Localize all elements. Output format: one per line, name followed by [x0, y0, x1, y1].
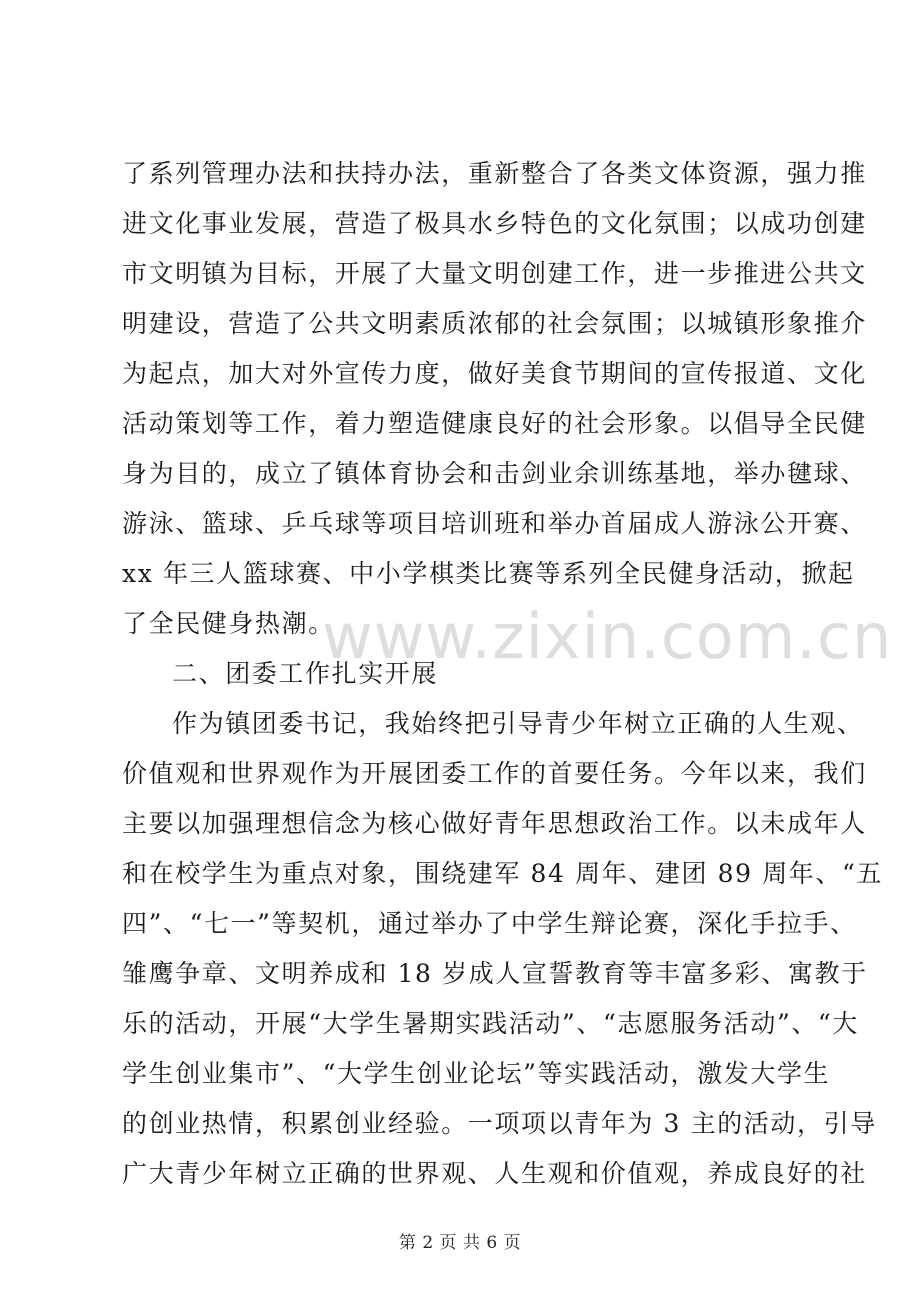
watermark: www.zixin.com.cn [322, 600, 893, 673]
body-text-line: 了全民健身热潮。 [122, 609, 335, 638]
page-footer: 第 2 页 共 6 页 [398, 1233, 522, 1253]
body-text-line: 价值观和世界观作为开展团委工作的首要任务。今年以来，我们 [122, 759, 867, 788]
body-text-line: 活动策划等工作，着力塑造健康良好的社会形象。以倡导全民健 [122, 409, 867, 438]
body-text-line: 市文明镇为目标，开展了大量文明创建工作，进一步推进公共文 [122, 259, 867, 288]
body-text-line: 游泳、篮球、乒乓球等项目培训班和举办首届成人游泳公开赛、 [122, 509, 867, 538]
body-text-line: 为起点，加大对外宣传力度，做好美食节期间的宣传报道、文化 [122, 359, 867, 388]
body-text-line: 作为镇团委书记，我始终把引导青少年树立正确的人生观、 [172, 709, 864, 738]
section-heading: 二、团委工作扎实开展 [172, 659, 439, 688]
body-text-line: 学生创业集市”、“大学生创业论坛”等实践活动，激发大学生 [122, 1059, 831, 1088]
body-text-line: 雏鹰争章、文明养成和 18 岁成人宣誓教育等丰富多彩、寓教于 [122, 959, 868, 988]
body-text-line: 乐的活动，开展“大学生暑期实践活动”、“志愿服务活动”、“大 [122, 1009, 859, 1038]
body-text-line: 进文化事业发展，营造了极具水乡特色的文化氛围；以成功创建 [122, 209, 867, 238]
body-text-line: 四”、“七一”等契机，通过举办了中学生辩论赛，深化手拉手、 [122, 909, 857, 938]
body-text-line: xx 年三人篮球赛、中小学棋类比赛等系列全民健身活动，掀起 [122, 559, 855, 588]
body-text-line: 明建设，营造了公共文明素质浓郁的社会氛围；以城镇形象推介 [122, 309, 867, 338]
body-text-line: 和在校学生为重点对象，围绕建军 84 周年、建团 89 周年、“五 [122, 859, 883, 888]
body-text-line: 主要以加强理想信念为核心做好青年思想政治工作。以未成年人 [122, 809, 867, 838]
body-text-line: 身为目的，成立了镇体育协会和击剑业余训练基地，举办毽球、 [122, 459, 867, 488]
body-text-line: 的创业热情，积累创业经验。一项项以青年为 3 主的活动，引导 [122, 1109, 877, 1138]
body-text-line: 了系列管理办法和扶持办法，重新整合了各类文体资源，强力推 [122, 159, 867, 188]
body-text-line: 广大青少年树立正确的世界观、人生观和价值观，养成良好的社 [122, 1159, 867, 1188]
